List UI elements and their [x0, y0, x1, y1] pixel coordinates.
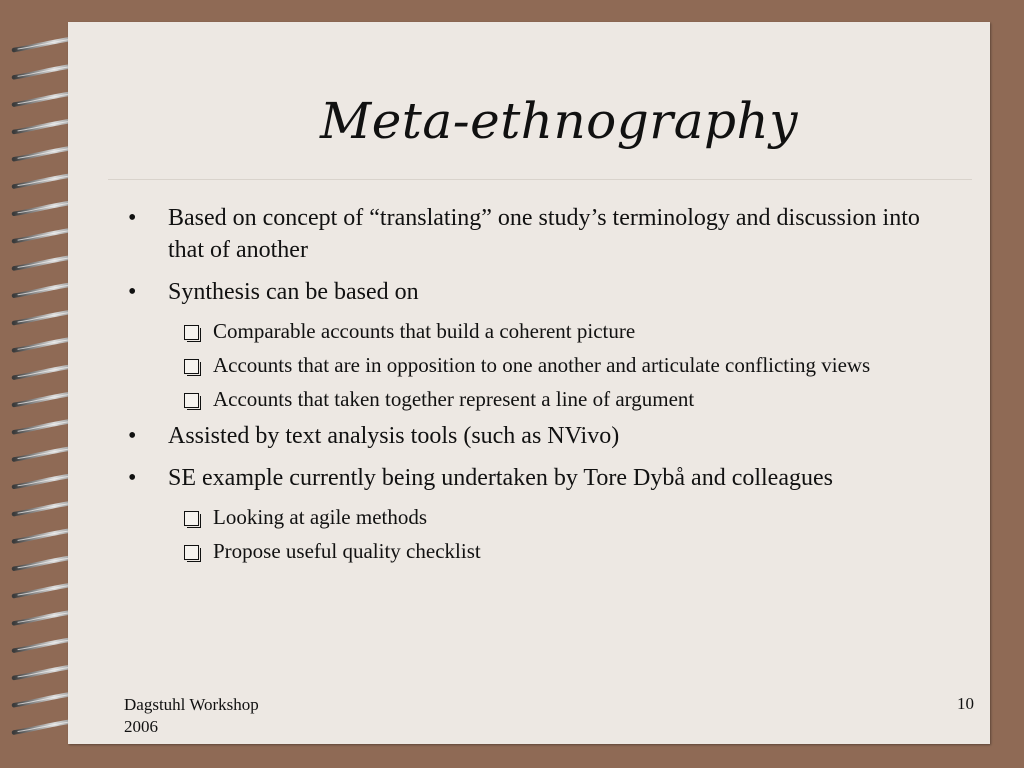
checkbox-bullet-icon — [184, 359, 199, 374]
bullet-dot-icon: • — [128, 423, 137, 449]
checkbox-bullet-icon — [184, 545, 199, 560]
checkbox-bullet-icon — [184, 393, 199, 408]
checkbox-bullet-icon — [184, 325, 199, 340]
sub-bullet-item — [124, 316, 960, 346]
sub-bullet-text: Accounts that taken together represent a line of argument — [213, 387, 695, 411]
sub-bullet-text: Looking at agile methods — [213, 505, 428, 529]
footer-event — [124, 694, 259, 738]
bullet-item — [124, 202, 960, 266]
bullet-dot-icon: • — [128, 279, 137, 305]
bullet-text: SE example currently being undertaken by Tore Dybå and colleagues — [168, 465, 833, 491]
bullet-dot-icon: • — [128, 465, 137, 491]
footer-event-year: 2006 — [124, 717, 158, 736]
sub-bullet-item — [124, 536, 960, 566]
sub-bullet-text: Propose useful quality checklist — [213, 539, 481, 563]
bullet-dot-icon: • — [128, 205, 137, 231]
checkbox-bullet-icon — [184, 511, 199, 526]
sub-bullet-item — [124, 384, 960, 414]
footer-event-line: Dagstuhl Workshop — [124, 695, 259, 714]
sub-bullet-text: Accounts that are in opposition to one another and articulate conflicting views — [213, 353, 871, 377]
bullet-item — [124, 462, 960, 494]
page-number: 10 — [957, 694, 974, 713]
bullet-list — [124, 202, 960, 572]
bullet-text: Synthesis can be based on — [168, 279, 419, 305]
slide-title: Meta-ethnography — [320, 92, 798, 150]
bullet-item — [124, 420, 960, 452]
bullet-text: Based on concept of “translating” one study’s terminology and discussion into that of another — [168, 205, 920, 263]
title-divider — [108, 179, 972, 180]
sub-bullet-item — [124, 350, 960, 380]
sub-bullet-item — [124, 502, 960, 532]
slide — [68, 22, 990, 744]
bullet-text: Assisted by text analysis tools (such as NVivo) — [168, 423, 620, 449]
bullet-item — [124, 276, 960, 308]
sub-bullet-text: Comparable accounts that build a coherent picture — [213, 319, 636, 343]
